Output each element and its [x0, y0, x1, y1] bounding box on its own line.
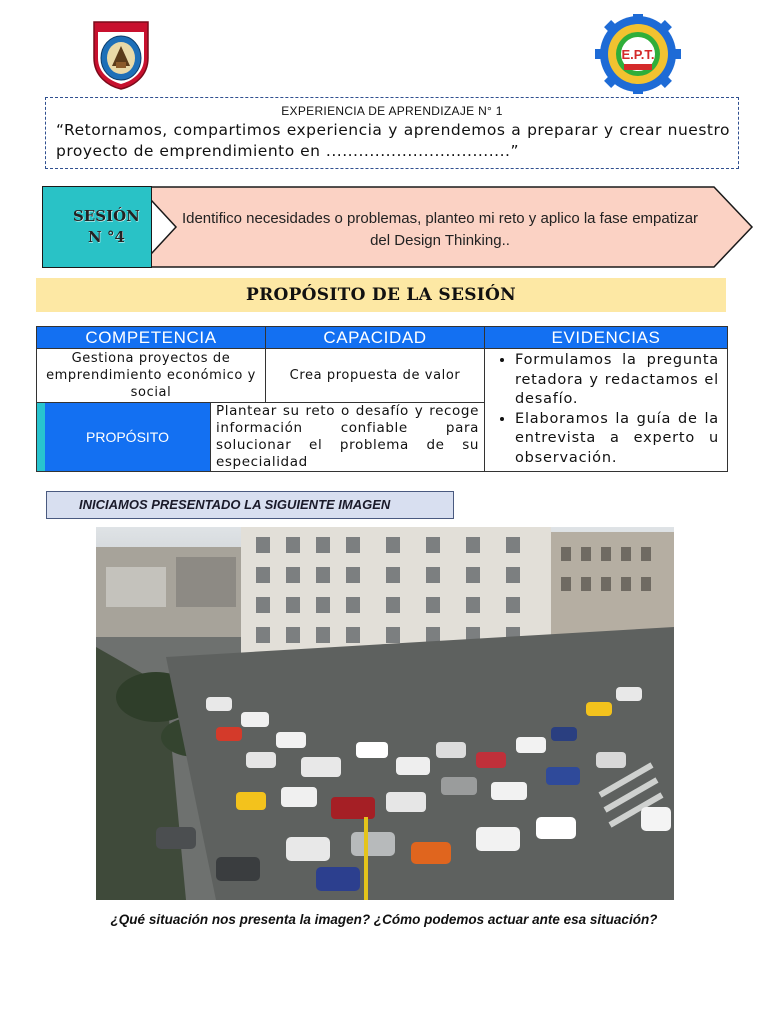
capacidad-value: Crea propuesta de valor: [266, 349, 485, 403]
ept-gear-logo-icon: [586, 14, 690, 94]
competency-table: [36, 326, 728, 472]
school-crest-logo: [90, 18, 152, 90]
intro-label: INICIAMOS PRESENTADO LA SIGUIENTE IMAGEN: [46, 491, 454, 519]
school-crest-icon: [90, 18, 152, 90]
competencia-value: Gestiona proyectos de emprendimiento económico y social: [37, 349, 266, 403]
svg-text:E.P.T.: E.P.T.: [621, 47, 655, 62]
proposito-cyan-edge: [37, 403, 45, 471]
ept-logo: [586, 14, 690, 94]
evidencia-item: • Formulamos la pregunta retadora y redactamos el desafío.: [515, 351, 719, 410]
purpose-banner: [36, 278, 726, 312]
evidencias-list: [485, 349, 727, 471]
header-capacidad: CAPACIDAD: [266, 327, 485, 349]
purpose-title: PROPÓSITO DE LA SESIÓN: [245, 285, 516, 305]
session-description: Identifico necesidades o problemas, planteo mi reto y aplico la fase empatizar del Design Thinking..: [181, 210, 699, 249]
evidencia-item: • Elaboramos la guía de la entrevista a experto u observación.: [515, 410, 719, 469]
reflection-question: ¿Qué situación nos presenta la imagen? ¿Cómo podemos actuar ante esa situación?: [110, 912, 658, 927]
experience-quote: “Retornamos, compartimos experiencia y aprendemos a preparar y crear nuestro proyecto de emprendimiento en ..................................”: [56, 121, 730, 160]
header-evidencias: EVIDENCIAS: [485, 327, 727, 349]
session-label: SESIÓN: [73, 207, 140, 225]
proposito-label: PROPÓSITO: [45, 403, 211, 471]
traffic-photo: [96, 527, 674, 900]
experience-title: EXPERIENCIA DE APRENDIZAJE N° 1: [281, 104, 503, 118]
experience-box: [45, 97, 739, 169]
session-number: N °4: [88, 228, 125, 246]
proposito-value: Plantear su reto o desafío y recoge información confiable para solucionar el problema de su especialidad: [211, 403, 485, 471]
header-competencia: COMPETENCIA: [37, 327, 266, 349]
traffic-jam-image: [96, 527, 674, 900]
session-number-box: [42, 186, 152, 268]
